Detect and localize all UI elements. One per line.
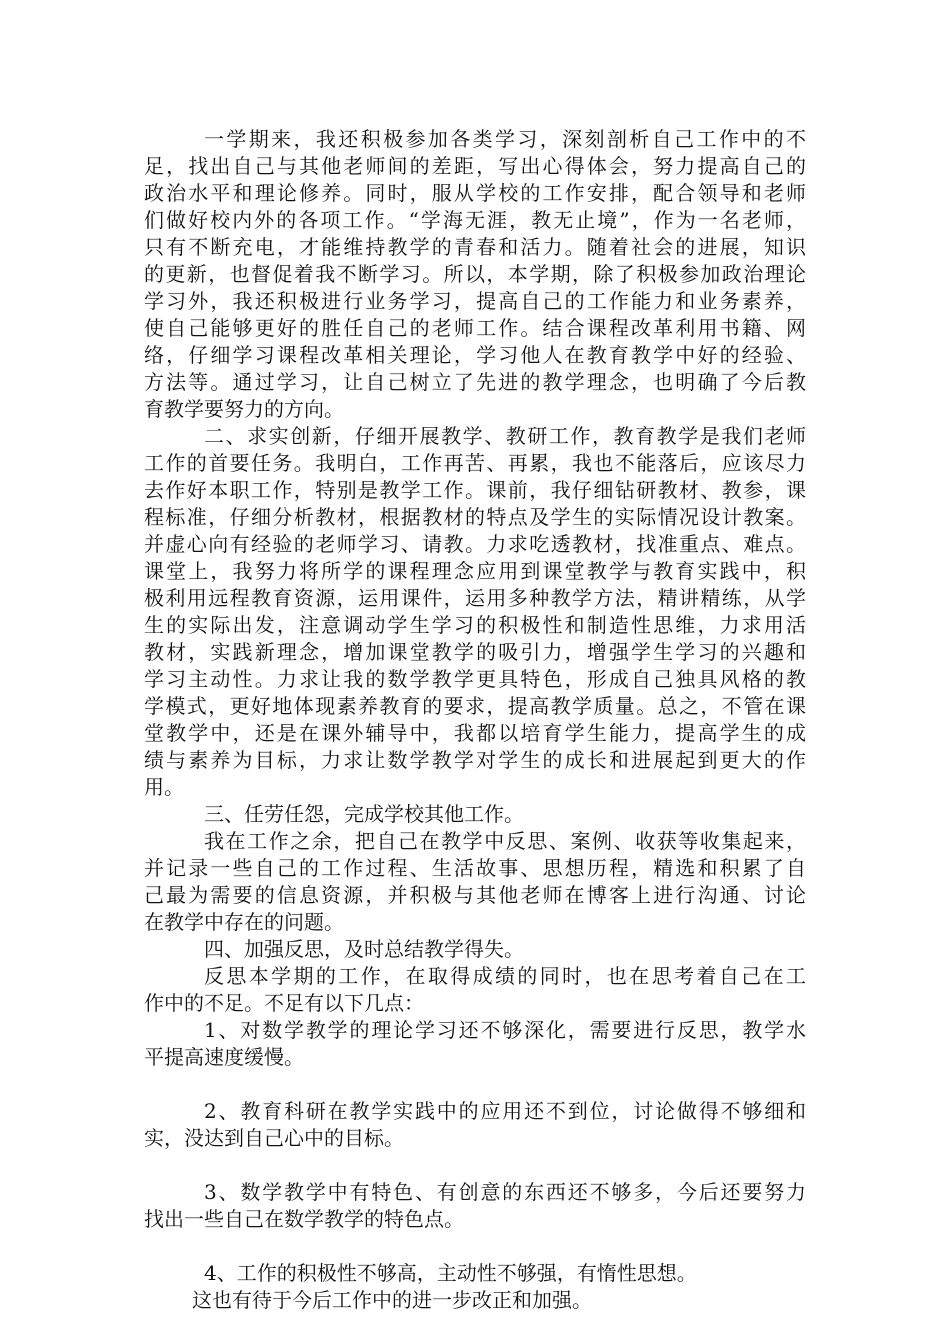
text-line: 学模式，更好地体现素养教育的要求，提高教学质量。总之，不管在课: [144, 694, 806, 718]
text-line: 使自己能够更好的胜任自己的老师工作。结合课程改革利用书籍、网: [144, 316, 806, 340]
text-line: 课堂上，我努力将所学的课程理念应用到课堂教学与教育实践中，积: [144, 559, 806, 583]
text-line: 我在工作之余，把自己在教学中反思、案例、收获等收集起来，: [204, 829, 806, 853]
text-line: 只有不断充电，才能维持教学的青春和活力。随着社会的进展，知识: [144, 235, 806, 259]
text-line: 实，没达到自己心中的目标。: [144, 1126, 404, 1150]
text-line: 程标准，仔细分析教材，根据教材的特点及学生的实际情况设计教案。: [144, 505, 806, 529]
text-line: 并记录一些自己的工作过程、生活故事、思想历程，精选和积累了自: [144, 856, 806, 880]
text-line: 生的实际出发，注意调动学生学习的积极性和制造性思维，力求用活: [144, 613, 806, 637]
text-line: 去作好本职工作，特别是教学工作。课前，我仔细钻研教材、教参，课: [144, 478, 806, 502]
text-line: 作中的不足。不足有以下几点：: [144, 991, 424, 1015]
text-line: 这也有待于今后工作中的进一步改正和加强。: [192, 1288, 592, 1312]
text-line: 们做好校内外的各项工作。“学海无涯，教无止境”，作为一名老师，: [144, 208, 806, 232]
text-line: 绩与素养为目标，力求让数学教学对学生的成长和进展起到更大的作: [144, 748, 806, 772]
text-line: 极利用远程教育资源，运用课件，运用多种教学方法，精讲精练，从学: [144, 586, 806, 610]
text-line: 2、教育科研在教学实践中的应用还不到位，讨论做得不够细和: [204, 1099, 806, 1123]
text-line: 在教学中存在的问题。: [144, 910, 344, 934]
text-line: 的更新，也督促着我不断学习。所以，本学期，除了积极参加政治理论: [144, 262, 806, 286]
text-line: 学习外，我还积极进行业务学习，提高自己的工作能力和业务素养，: [144, 289, 806, 313]
text-line: 工作的首要任务。我明白，工作再苦、再累，我也不能落后，应该尽力: [144, 451, 806, 475]
text-line: 足，找出自己与其他老师间的差距，写出心得体会，努力提高自己的: [144, 154, 806, 178]
text-line: 用。: [144, 775, 184, 799]
text-line: 二、求实创新，仔细开展教学、教研工作，教育教学是我们老师: [204, 424, 806, 448]
text-line: 育教学要努力的方向。: [144, 397, 344, 421]
text-line: 方法等。通过学习，让自己树立了先进的教学理念，也明确了今后教: [144, 370, 806, 394]
text-line: 4、工作的积极性不够高，主动性不够强，有惰性思想。: [204, 1261, 697, 1285]
text-line: 教材，实践新理念，增加课堂教学的吸引力，增强学生学习的兴趣和: [144, 640, 806, 664]
text-line: 找出一些自己在数学教学的特色点。: [144, 1207, 464, 1231]
text-line: 平提高速度缓慢。: [144, 1045, 304, 1069]
text-line: 一学期来，我还积极参加各类学习，深刻剖析自己工作中的不: [204, 127, 806, 151]
text-line: 政治水平和理论修养。同时，服从学校的工作安排，配合领导和老师: [144, 181, 806, 205]
text-line: 学习主动性。力求让我的数学教学更具特色，形成自己独具风格的教: [144, 667, 806, 691]
text-line: 络，仔细学习课程改革相关理论，学习他人在教育教学中好的经验、: [144, 343, 806, 367]
section-heading: 四、加强反思，及时总结教学得失。: [204, 937, 524, 961]
text-line: 3、数学教学中有特色、有创意的东西还不够多，今后还要努力: [204, 1180, 806, 1204]
text-line: 堂教学中，还是在课外辅导中，我都以培育学生能力，提高学生的成: [144, 721, 806, 745]
text-line: 1、对数学教学的理论学习还不够深化，需要进行反思，教学水: [204, 1018, 806, 1042]
section-heading: 三、任劳任怨，完成学校其他工作。: [204, 802, 524, 826]
text-line: 反思本学期的工作，在取得成绩的同时，也在思考着自己在工: [204, 964, 806, 988]
text-line: 并虚心向有经验的老师学习、请教。力求吃透教材，找准重点、难点。: [144, 532, 806, 556]
text-line: 己最为需要的信息资源，并积极与其他老师在博客上进行沟通、讨论: [144, 883, 806, 907]
